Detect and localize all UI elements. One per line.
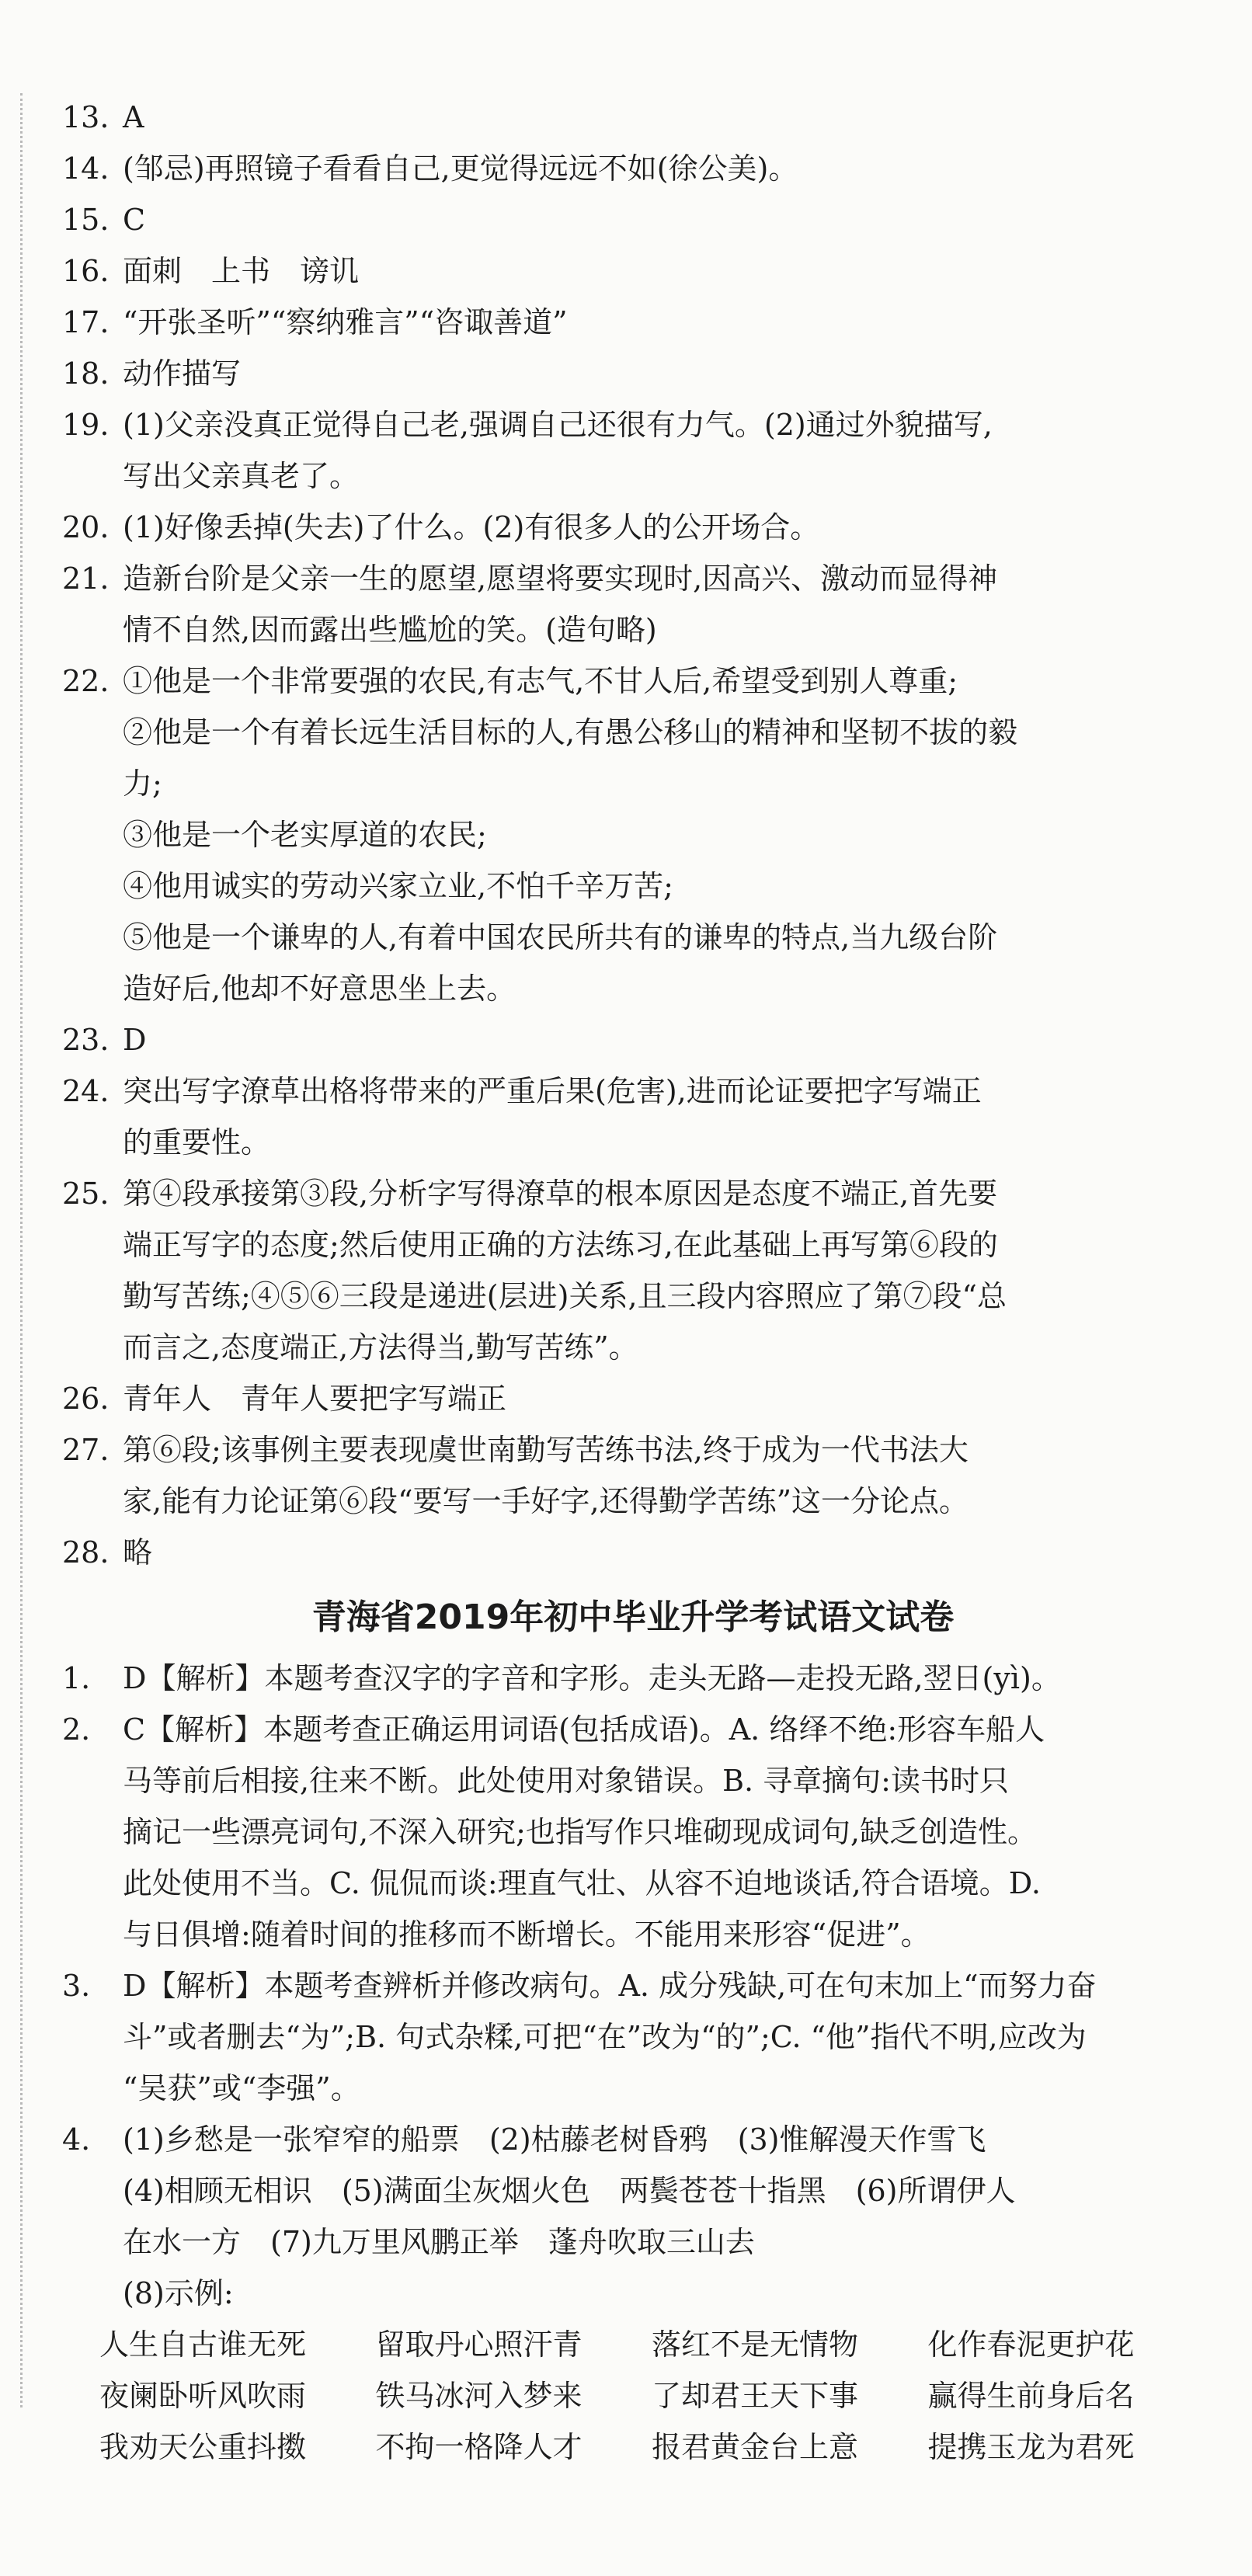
answer-line: ⑤他是一个谦卑的人,有着中国农民所共有的谦卑的特点,当九级台阶 [123, 920, 998, 954]
answer-number: 2. [62, 1712, 91, 1747]
answer-number: 17. [62, 305, 110, 339]
answer-line: 家,能有力论证第⑥段“要写一手好字,还得勤学苦练”这一分论点。 [123, 1484, 969, 1518]
answer-item [62, 655, 1204, 1014]
answer-text [123, 1527, 1204, 1578]
poem-line: 提携玉龙为君死 [927, 2430, 1135, 2464]
answers-part-2 [62, 1653, 1204, 2319]
answer-line: D【解析】本题考查汉字的字音和字形。走头无路—走投无路,翌日(yì)。 [123, 1661, 1061, 1695]
answer-line: A [123, 100, 144, 134]
answer-number: 25. [62, 1177, 110, 1211]
poem-examples-grid [99, 2319, 1204, 2473]
answer-item [62, 553, 1204, 655]
answer-number: 13. [62, 100, 110, 134]
answer-line: 的重要性。 [123, 1125, 271, 1159]
answer-line: ②他是一个有着长远生活目标的人,有愚公移山的精神和坚韧不拔的毅 [123, 715, 1018, 749]
answer-number: 24. [62, 1074, 110, 1108]
answer-item [62, 1066, 1204, 1168]
answer-line: 端正写字的态度;然后使用正确的方法练习,在此基础上再写第⑥段的 [123, 1228, 998, 1262]
answer-number: 21. [62, 561, 110, 596]
answer-text [123, 2114, 1204, 2319]
answer-text [123, 1960, 1204, 2114]
answer-number: 22. [62, 664, 110, 698]
answer-number: 1. [62, 1661, 91, 1695]
answer-number: 15. [62, 203, 110, 237]
answer-item [62, 143, 1204, 194]
answer-line: ①他是一个非常要强的农民,有志气,不甘人后,希望受到别人尊重; [123, 664, 958, 698]
answer-line: (邹忌)再照镜子看看自己,更觉得远远不如(徐公美)。 [123, 151, 798, 186]
answer-text [123, 1373, 1204, 1424]
answer-part: 上书 [211, 254, 271, 288]
answer-number: 23. [62, 1023, 110, 1057]
answer-text [123, 1066, 1204, 1168]
answer-line: 第④段承接第③段,分析字写得潦草的根本原因是态度不端正,首先要 [123, 1177, 998, 1211]
answer-item [62, 1527, 1204, 1578]
answer-text [123, 1168, 1204, 1373]
answers-part-1 [62, 92, 1204, 1578]
poem-line: 我劝天公重抖擞 [99, 2430, 307, 2464]
answer-line: 造好后,他却不好意思坐上去。 [123, 972, 516, 1006]
answer-text [123, 553, 1204, 655]
answer-text [123, 1653, 1204, 1704]
answer-line: 摘记一些漂亮词句,不深入研究;也指写作只堆砌现成词句,缺乏创造性。 [123, 1815, 1037, 1849]
answer-number: 3. [62, 1969, 91, 2003]
answer-line: 在水一方 (7)九万里风鹏正举 蓬舟吹取三山去 [123, 2225, 755, 2259]
answer-line: D【解析】本题考查辨析并修改病句。A. 成分残缺,可在句末加上“而努力奋 [123, 1969, 1097, 2003]
answer-line: ③他是一个老实厚道的农民; [123, 818, 487, 852]
poem-row [99, 2319, 1204, 2370]
poem-line: 落红不是无情物 [652, 2327, 859, 2362]
answer-line: 造新台阶是父亲一生的愿望,愿望将要实现时,因高兴、激动而显得神 [123, 561, 998, 596]
answer-line: 略 [123, 1535, 153, 1570]
answer-item [62, 1704, 1204, 1960]
poem-row [99, 2421, 1204, 2473]
poem-line: 化作春泥更护花 [927, 2327, 1135, 2362]
answer-text [123, 502, 1204, 553]
answer-text [123, 348, 1204, 399]
answer-item [62, 1653, 1204, 1704]
answer-line: 马等前后相接,往来不断。此处使用对象错误。B. 寻章摘句:读书时只 [123, 1764, 1009, 1798]
answer-number: 27. [62, 1433, 110, 1467]
answer-number: 4. [62, 2122, 91, 2157]
answer-line: 动作描写 [123, 356, 242, 391]
answer-text [123, 1014, 1204, 1066]
answer-part: 面刺 [123, 254, 183, 288]
answer-item [62, 194, 1204, 245]
answer-line: D [123, 1023, 147, 1057]
answer-item [62, 2114, 1204, 2319]
answer-number: 19. [62, 408, 110, 442]
answer-line: (1)父亲没真正觉得自己老,强调自己还很有力气。(2)通过外貌描写, [123, 408, 993, 442]
answer-line: C [123, 203, 146, 237]
answer-number: 20. [62, 510, 110, 544]
answer-line: ④他用诚实的劳动兴家立业,不怕千辛万苦; [123, 869, 673, 903]
answer-line: (1)乡愁是一张窄窄的船票 (2)枯藤老树昏鸦 (3)惟解漫天作雪飞 [123, 2122, 986, 2157]
answer-item [62, 297, 1204, 348]
answer-line: 突出写字潦草出格将带来的严重后果(危害),进而论证要把字写端正 [123, 1074, 982, 1108]
poem-row [99, 2370, 1204, 2421]
answer-item [62, 1373, 1204, 1424]
answer-item [62, 348, 1204, 399]
answer-line: “吴获”或“李强”。 [123, 2071, 360, 2105]
answer-text [123, 655, 1204, 1014]
answer-line: (4)相顾无相识 (5)满面尘灰烟火色 两鬓苍苍十指黑 (6)所谓伊人 [123, 2174, 1016, 2208]
binding-margin-rule [20, 93, 23, 2407]
answer-line: 斗”或者删去“为”;B. 句式杂糅,可把“在”改为“的”;C. “他”指代不明,应改为 [123, 2020, 1087, 2054]
answer-text [123, 245, 1204, 297]
answer-item [62, 245, 1204, 297]
answer-number: 14. [62, 151, 110, 186]
answer-part: 青年人要把字写端正 [241, 1382, 507, 1416]
answer-text [123, 297, 1204, 348]
answer-item [62, 502, 1204, 553]
answer-item [62, 1168, 1204, 1373]
answer-line: 第⑥段;该事例主要表现虞世南勤写苦练书法,终于成为一代书法大 [123, 1433, 969, 1467]
answer-item [62, 1424, 1204, 1527]
answer-part: 谤讥 [300, 254, 360, 288]
answer-line: 勤写苦练;④⑤⑥三段是递进(层进)关系,且三段内容照应了第⑦段“总 [123, 1279, 1007, 1313]
answer-page [62, 92, 1204, 2473]
answer-item [62, 92, 1204, 143]
answer-text [123, 194, 1204, 245]
answer-line: “开张圣听”“察纳雅言”“咨诹善道” [123, 305, 568, 339]
answer-item [62, 1014, 1204, 1066]
answer-line: 而言之,态度端正,方法得当,勤写苦练”。 [123, 1330, 638, 1364]
section-title: 青海省2019年初中毕业升学考试语文试卷 [311, 1597, 955, 1637]
answer-text [123, 399, 1204, 502]
poem-line: 人生自古谁无死 [99, 2327, 307, 2362]
poem-line: 了却君王天下事 [652, 2379, 859, 2413]
answer-text [123, 143, 1204, 194]
answer-text [123, 92, 1204, 143]
answer-item [62, 1960, 1204, 2114]
answer-number: 26. [62, 1382, 110, 1416]
answer-number: 18. [62, 356, 110, 391]
answer-text [123, 1424, 1204, 1527]
answer-number: 16. [62, 254, 110, 288]
answer-line: 写出父亲真老了。 [123, 459, 360, 493]
poem-line: 赢得生前身后名 [927, 2379, 1135, 2413]
answer-line: 此处使用不当。C. 侃侃而谈:理直气壮、从容不迫地谈话,符合语境。D. [123, 1866, 1041, 1900]
answer-line: (1)好像丢掉(失去)了什么。(2)有很多人的公开场合。 [123, 510, 820, 544]
answer-text [123, 1704, 1204, 1960]
poem-line: 夜阑卧听风吹雨 [99, 2379, 307, 2413]
answer-line: C【解析】本题考查正确运用词语(包括成语)。A. 络绎不绝:形容车船人 [123, 1712, 1045, 1747]
poem-line: 铁马冰河入梦来 [375, 2379, 583, 2413]
answer-line: 与日俱增:随着时间的推移而不断增长。不能用来形容“促进”。 [123, 1917, 930, 1952]
answer-item [62, 399, 1204, 502]
answer-number: 28. [62, 1535, 110, 1570]
poem-line: 不拘一格降人才 [375, 2430, 583, 2464]
poem-line: 留取丹心照汗青 [375, 2327, 583, 2362]
answer-line: 力; [123, 767, 162, 801]
answer-part: 青年人 [123, 1382, 212, 1416]
answer-line: (8)示例: [123, 2276, 234, 2310]
answer-line: 情不自然,因而露出些尴尬的笑。(造句略) [123, 613, 657, 647]
poem-line: 报君黄金台上意 [652, 2430, 859, 2464]
